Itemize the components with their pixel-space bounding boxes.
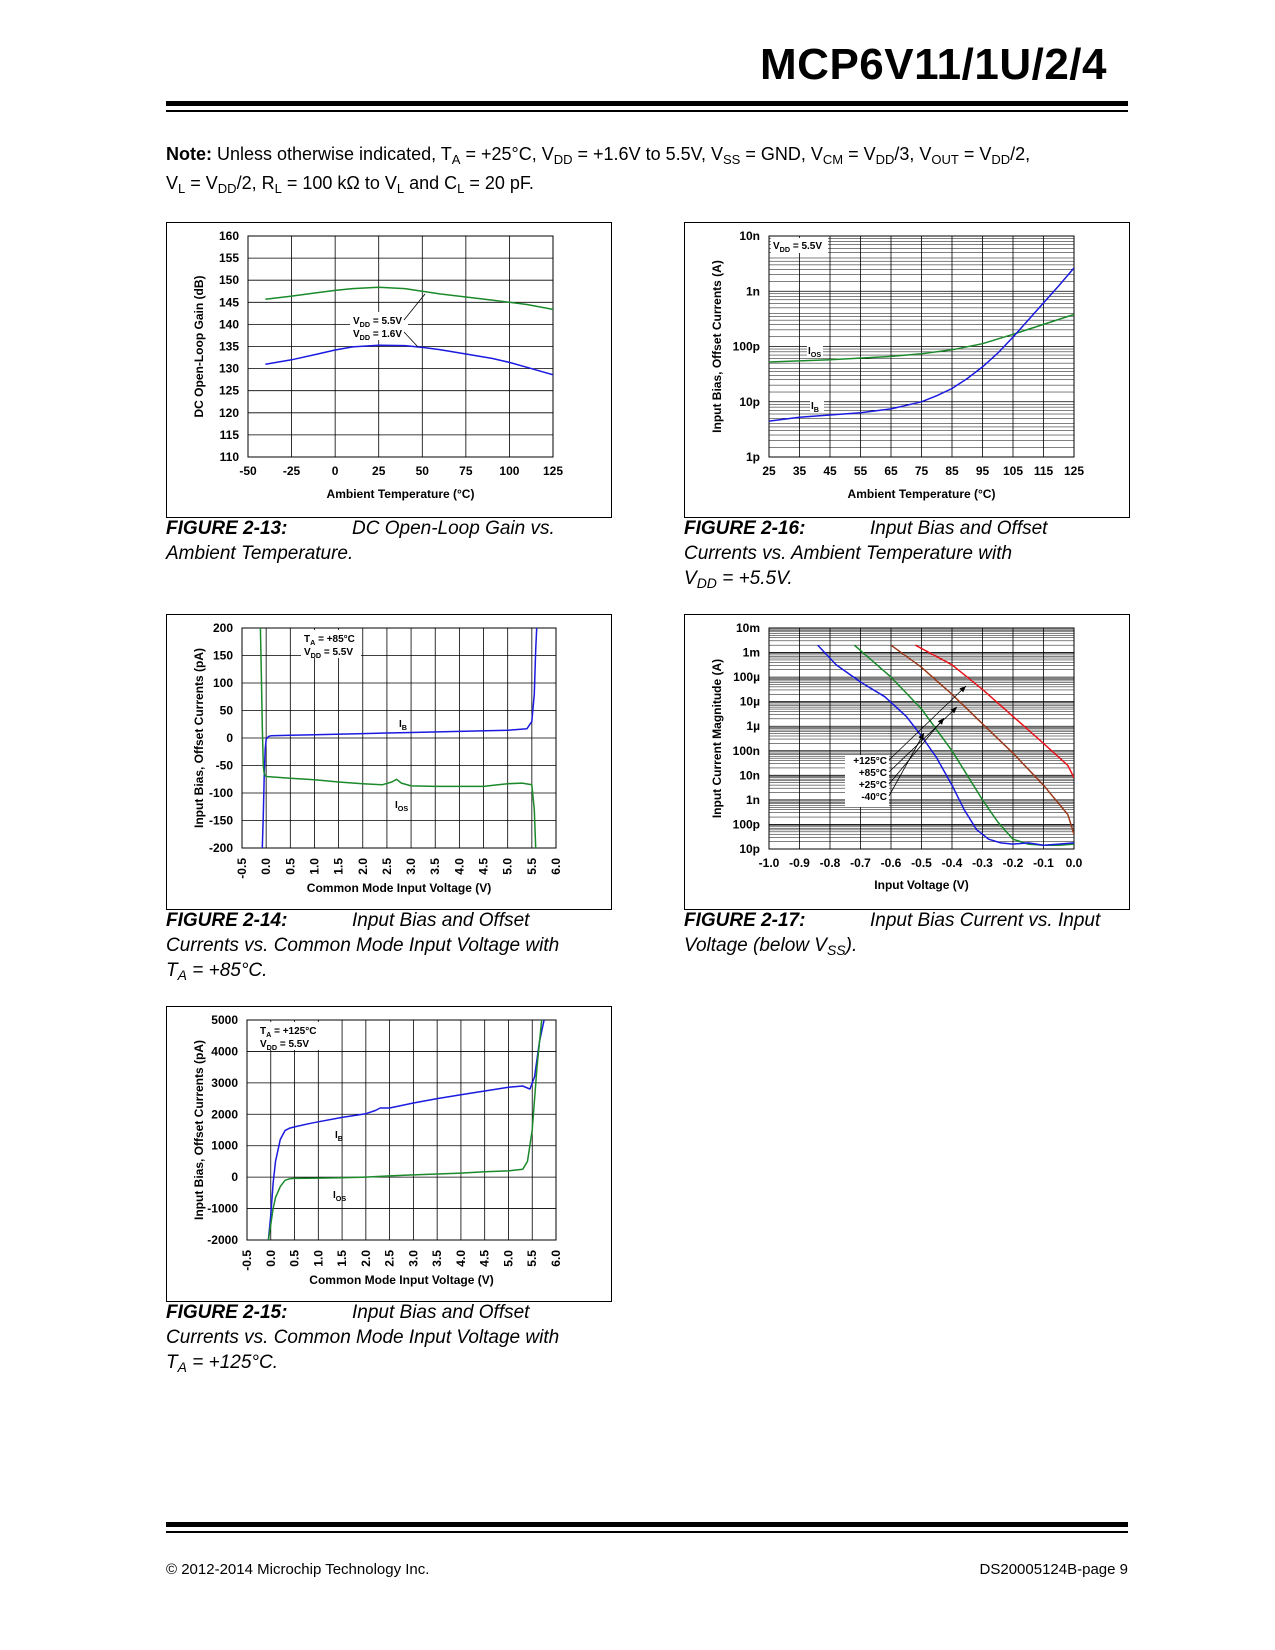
- x-tick-label: -0.2: [1002, 856, 1024, 870]
- conditions-note: Note: Unless otherwise indicated, $T_A = +25^\circ C$, $V_{DD} = +1.6V$ to 5.5V, $V_{SS}$ = GND, $V_{CM} = V_{DD}/3$, $V_{OUT} = V_{DD}/2$, $V_L = V_{DD}/2$, $R_L = 100$ kΩ to $V_L$ and $C_L = 20$ pF.: [166, 144, 1031, 196]
- x-axis-title: Ambient Temperature (°C): [326, 487, 475, 501]
- fig13-svg: [167, 223, 611, 517]
- x-tick-label: 25: [762, 464, 776, 478]
- x-tick-label: -0.7: [850, 856, 871, 870]
- vdd-1v6-label: $V_{DD} = 1.6V$: [353, 329, 403, 342]
- x-tick-label: 95: [975, 464, 990, 478]
- footer-page-number: DS20005124B-page 9: [979, 1561, 1128, 1578]
- figure-2-15-caption: FIGURE 2-15: Input Bias and Offset Currents vs. Common Mode Input Voltage with $T_A = +125^\circ C$.: [166, 1302, 560, 1375]
- x-tick-label: 1.5: [331, 858, 346, 875]
- figure-2-13-caption: FIGURE 2-13: DC Open-Loop Gain vs. Ambient Temperature.: [166, 518, 555, 564]
- y-tick-label: 1µ: [746, 719, 760, 734]
- y-tick-label: 100p: [732, 817, 760, 832]
- x-axis-title: Common Mode Input Voltage (V): [309, 1273, 494, 1287]
- x-tick-label: 4.5: [477, 1250, 492, 1267]
- x-tick-label: -1.0: [758, 856, 780, 870]
- x-tick-label: -0.1: [1033, 856, 1054, 870]
- y-tick-label: 100n: [732, 743, 760, 758]
- y-tick-label: -200: [208, 841, 233, 855]
- series-line-ib: [268, 1020, 544, 1240]
- y-tick-label: 100p: [732, 339, 760, 354]
- x-tick-label: -0.3: [972, 856, 993, 870]
- y-tick-label: 4000: [211, 1044, 238, 1059]
- y-axis-title: DC Open-Loop Gain (dB): [192, 275, 206, 418]
- y-tick-label: 200: [212, 621, 233, 635]
- y-axis-title: Input Bias, Offset Currents (pA): [192, 1039, 206, 1221]
- y-axis-title: Input Current Magnitude (A): [710, 658, 724, 819]
- x-tick-label: -0.9: [789, 856, 810, 870]
- y-tick-label: 10n: [739, 768, 760, 783]
- y-tick-label: 10p: [739, 394, 760, 409]
- x-tick-label: 3.5: [430, 1250, 445, 1267]
- series-line-vdd-5-5v: [265, 287, 553, 309]
- temp-label: +125°C: [853, 756, 887, 767]
- x-tick-label: 125: [542, 464, 564, 478]
- x-tick-label: 55: [853, 464, 868, 478]
- y-tick-label: 0: [226, 731, 233, 745]
- figure-2-14-caption: FIGURE 2-14: Input Bias and Offset Currents vs. Common Mode Input Voltage with $T_A = +85^\circ C$.: [166, 910, 560, 983]
- plot-frame: [247, 1020, 556, 1240]
- x-tick-label: 0.0: [1065, 856, 1083, 870]
- x-tick-label: -0.6: [880, 856, 902, 870]
- y-tick-label: 140: [218, 317, 239, 332]
- x-tick-label: 5.5: [524, 858, 539, 875]
- vdd-5v5-label: $V_{DD} = 5.5V$: [304, 647, 354, 660]
- x-tick-label: 0.0: [259, 858, 274, 875]
- x-tick-label: 5.0: [500, 858, 515, 875]
- header-rule-thin: [166, 110, 1128, 112]
- figure-2-16-caption: FIGURE 2-16: Input Bias and Offset Currents vs. Ambient Temperature with $V_{DD} = +5.5V$.: [684, 518, 1048, 591]
- footer-rule-thin: [166, 1531, 1128, 1533]
- y-tick-label: 155: [218, 251, 239, 266]
- x-tick-label: -0.5: [911, 856, 932, 870]
- temp-arrow-line: [889, 733, 924, 796]
- x-axis-title: Input Voltage (V): [874, 878, 969, 892]
- series-line-vdd-1-6v: [265, 345, 553, 375]
- y-tick-label: -2000: [207, 1233, 238, 1247]
- x-tick-label: 75: [914, 464, 929, 478]
- y-tick-label: 100: [212, 676, 233, 690]
- y-tick-label: -150: [208, 813, 233, 828]
- figure-2-16-chart: [684, 222, 1130, 518]
- ios-label: $I_{OS}$: [808, 346, 822, 359]
- y-tick-label: 130: [218, 361, 239, 376]
- y-tick-label: 100µ: [733, 670, 760, 685]
- temp-label: -40°C: [861, 792, 887, 803]
- y-tick-label: 10p: [739, 842, 760, 856]
- x-tick-label: 85: [945, 464, 959, 478]
- y-axis-title: Input Bias, Offset Currents (pA): [192, 647, 206, 829]
- x-tick-label: 6.0: [549, 858, 563, 875]
- vdd-5v5-label: $V_{DD} = 5.5V$: [773, 241, 823, 254]
- figure-2-15-chart: [166, 1006, 612, 1302]
- fig17-svg: [685, 615, 1129, 909]
- x-tick-label: 3.0: [404, 858, 419, 875]
- temp-label: +25°C: [858, 780, 887, 791]
- ios-label: $I_{OS}$: [395, 800, 409, 813]
- x-tick-label: 65: [884, 464, 898, 478]
- fig14-svg: [167, 615, 611, 909]
- x-tick-label: 100: [499, 464, 520, 478]
- x-tick-label: 3.0: [406, 1250, 421, 1267]
- footer-copyright: © 2012-2014 Microchip Technology Inc.: [166, 1561, 430, 1578]
- y-tick-label: 1n: [745, 284, 760, 299]
- fig16-svg: [685, 223, 1129, 517]
- x-tick-label: 6.0: [549, 1250, 563, 1267]
- x-tick-label: 105: [1002, 464, 1024, 478]
- ta-85c-label: $T_A = +85^\circ C$: [304, 634, 355, 647]
- y-tick-label: 1m: [742, 645, 760, 660]
- x-tick-label: 4.0: [453, 1250, 468, 1267]
- figure-2-13-chart: [166, 222, 612, 518]
- y-tick-label: 110: [219, 450, 239, 464]
- y-tick-label: 145: [218, 295, 239, 310]
- leader-line-green: [404, 294, 425, 320]
- ib-label: $I_B$: [335, 1130, 343, 1143]
- x-tick-label: 35: [792, 464, 807, 478]
- x-tick-label: 45: [823, 464, 837, 478]
- x-tick-label: -50: [239, 464, 257, 478]
- ib-label: $I_B$: [811, 401, 819, 414]
- ib-label: $I_B$: [399, 719, 407, 732]
- y-tick-label: 10m: [735, 621, 760, 635]
- y-tick-label: 2000: [211, 1107, 238, 1122]
- x-tick-label: 4.5: [476, 858, 491, 875]
- x-tick-label: -0.5: [235, 858, 249, 879]
- y-tick-label: 1n: [745, 792, 760, 807]
- series-line--40-c: [818, 645, 1074, 845]
- temp-arrow-line: [889, 686, 966, 760]
- y-tick-label: -1000: [207, 1201, 238, 1216]
- vdd-5v5-label: $V_{DD} = 5.5V$: [260, 1039, 310, 1052]
- x-tick-label: 2.5: [382, 1250, 397, 1267]
- x-tick-label: 2.0: [355, 858, 370, 875]
- x-tick-label: 115: [1033, 464, 1054, 478]
- series-line-ios: [268, 1020, 541, 1240]
- x-tick-label: 4.0: [452, 858, 467, 875]
- x-tick-label: 2.0: [358, 1250, 373, 1267]
- figure-2-17-caption: FIGURE 2-17: Input Bias Current vs. Input Voltage (below $V_{SS}$).: [684, 910, 1101, 958]
- y-tick-label: -50: [215, 758, 233, 773]
- y-tick-label: 0: [231, 1170, 238, 1185]
- x-axis-title: Ambient Temperature (°C): [847, 487, 996, 501]
- x-tick-label: 0.0: [263, 1250, 278, 1267]
- x-tick-label: 1.5: [335, 1250, 350, 1267]
- y-tick-label: 1000: [211, 1138, 238, 1153]
- y-tick-label: 3000: [211, 1075, 238, 1090]
- y-tick-label: 150: [212, 648, 233, 663]
- y-tick-label: 160: [218, 229, 239, 243]
- document-title: MCP6V11/1U/2/4: [760, 40, 1107, 89]
- figure-2-17-chart: [684, 614, 1130, 910]
- y-tick-label: 1p: [745, 450, 760, 464]
- x-tick-label: -0.5: [240, 1250, 254, 1271]
- y-tick-label: 125: [218, 383, 239, 398]
- figure-2-14-chart: [166, 614, 612, 910]
- x-axis-title: Common Mode Input Voltage (V): [306, 881, 492, 895]
- x-tick-label: 5.0: [501, 1250, 516, 1267]
- y-tick-label: 10µ: [739, 694, 760, 709]
- header-rule: [166, 101, 1128, 106]
- y-tick-label: 5000: [211, 1013, 238, 1027]
- x-tick-label: 125: [1063, 464, 1085, 478]
- x-tick-label: -0.8: [819, 856, 841, 870]
- x-tick-label: -25: [282, 464, 301, 478]
- y-tick-label: 115: [219, 427, 239, 442]
- ta-125c-label: $T_A = +125^\circ C$: [260, 1026, 317, 1039]
- ios-label: $I_{OS}$: [333, 1190, 347, 1203]
- y-tick-label: 120: [218, 405, 239, 420]
- x-tick-label: 0.5: [283, 858, 298, 875]
- y-tick-label: -100: [208, 786, 233, 800]
- x-tick-label: 75: [459, 464, 473, 478]
- x-tick-label: 5.5: [525, 1250, 540, 1267]
- y-tick-label: 50: [219, 703, 233, 718]
- y-tick-label: 135: [218, 339, 239, 354]
- x-tick-label: -0.4: [941, 856, 963, 870]
- x-tick-label: 0.5: [287, 1250, 302, 1267]
- x-tick-label: 1.0: [307, 858, 322, 875]
- footer-rule: [166, 1522, 1128, 1527]
- x-tick-label: 50: [415, 464, 429, 478]
- temp-label: +85°C: [858, 768, 887, 779]
- y-axis-title: Input Bias, Offset Currents (A): [710, 260, 724, 433]
- y-tick-label: 150: [218, 273, 239, 288]
- x-tick-label: 3.5: [428, 858, 443, 875]
- x-tick-label: 25: [372, 464, 386, 478]
- y-tick-label: 10n: [739, 229, 760, 243]
- x-tick-label: 1.0: [311, 1250, 326, 1267]
- x-tick-label: 0: [331, 464, 339, 478]
- x-tick-label: 2.5: [379, 858, 394, 875]
- vdd-5v5-label: $V_{DD} = 5.5V$: [353, 316, 403, 329]
- fig15-svg: [167, 1007, 611, 1301]
